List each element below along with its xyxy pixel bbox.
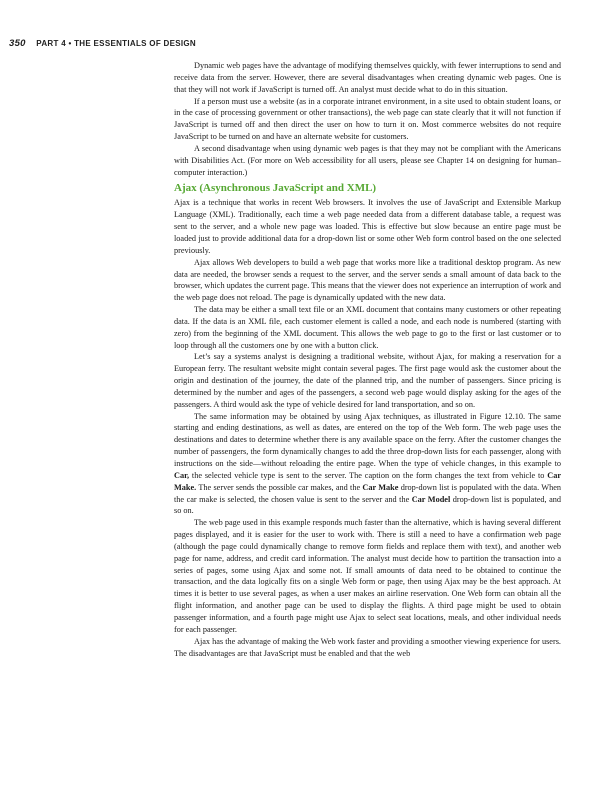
bold-term-car-make-list: Car Make bbox=[362, 482, 399, 492]
body-text-column bbox=[174, 60, 561, 659]
paragraph-ajax-advantages: Ajax has the advantage of making the Web work faster and providing a smoother viewing experience for users. The disadvantages are that JavaScript must be enabled and that the web bbox=[174, 636, 561, 658]
paragraph-ajax-desktop: Ajax allows Web developers to build a web page that works more like a traditional desktop program. As new data are needed, the browser sends a request to the server, and the server sends a small amount of data back to the browser, which updates the current page. This means that the viewer does not experience an interruption of work and the web page does not reload. The page is dynamically updated with the new data. bbox=[174, 257, 561, 303]
section-heading-ajax: Ajax (Asynchronous JavaScript and XML) bbox=[174, 182, 377, 195]
figure-text-4: drop-down list is populated with the data. When the car make is selected, the chosen value is sent to the server and the bbox=[174, 482, 561, 504]
paragraph-ajax-data: The data may be either a small text file or an XML document that contains many customers or other repeating data. If the data is an XML file, each customer element is called a node, and each node is numbered (starting with zero) from the beginning of the XML document. This allows the web page to go to the first or last customer or to loop through all the customers one by one with a button click. bbox=[174, 305, 561, 350]
paragraph-javascript-required: If a person must use a website (as in a corporate intranet environment, in a site used to obtain student loans, or in the case of processing government or other transactions), the web page can state clearly that it will not function if JavaScript is turned off and then direct the user on how to turn it on. Most commerce websites do not require JavaScript to be turned on and have an alternate website for customers. bbox=[174, 96, 561, 142]
figure-text-1: The same information may be obtained by using Ajax techniques, as illustrated in Figure 12.10. The same starting and ending destinations, as well as dates, are entered on the top of the Web form. The web page uses the destinations and dates to determine whether there is any available space on the ferry. After the customer changes the number of passengers, the form dynamically changes to add the three drop-down lists for each passenger, along with instructions on the side—without reloading the entire page. When the type of vehicle changes, in this example to bbox=[174, 411, 561, 468]
paragraph-accessibility: A second disadvantage when using dynamic web pages is that they may not be compliant with the Americans with Disabilities Act. (For more on Web accessibility for all users, please see Chapter 14 on designing for human–computer interaction.) bbox=[174, 143, 561, 177]
paragraph-dynamic-pages: Dynamic web pages have the advantage of modifying themselves quickly, with fewer interruptions to send and receive data from the server. However, there are several disadvantages when creating dynamic web pages. One is that they will not work if JavaScript is turned off. An analyst must decide what to do in this situation. bbox=[174, 61, 561, 94]
paragraph-ferry-example: Let’s say a systems analyst is designing a traditional website, without Ajax, for making a reservation for a European ferry. The resultant website might contain several pages. The first page would ask the customer about the origin and destination of the journey, the date of the planned trip, and the number of passengers. Since pricing is determined by the number and ages of the passengers, a second web page would display asking for the ages of the passengers. A third would ask the type of vehicle desired for land transportation, and so on. bbox=[174, 352, 561, 409]
part-label: PART 4 bbox=[36, 39, 66, 48]
figure-text-3: The server sends the possible car makes, and the bbox=[196, 482, 363, 492]
bold-term-car-model: Car Model bbox=[411, 494, 451, 504]
chapter-title: THE ESSENTIALS OF DESIGN bbox=[74, 39, 197, 48]
bold-term-car: Car, bbox=[174, 470, 190, 480]
running-head-separator: • bbox=[68, 39, 72, 48]
paragraph-partition-pages: The web page used in this example responds much faster than the alternative, which is having several different pages displayed, and it is easier for the user to work with. There is still a need to have a confirmation web page (although the page could dynamically change to remove form fields and replace them with text), and another web page for name, address, and credit card information. The analyst must decide how to partition the transaction into a series of pages, some using Ajax and some not. If small amounts of data need to be obtained to continue the transaction, and the data logically fits on a single Web form or page, then using Ajax may be the best approach. At times it is better to use several pages, as when a user makes an airline reservation. One Web form can obtain all the flight information, and another page can be used to display the flights. A third page might be used to obtain passenger information, and a fourth page might use Ajax to select seat locations, meals, and other individual needs for each passenger. bbox=[174, 518, 561, 634]
paragraph-figure-reference bbox=[174, 411, 561, 518]
page-number: 350 bbox=[9, 38, 26, 49]
paragraph-ajax-intro: Ajax is a technique that works in recent Web browsers. It involves the use of JavaScript and Extensible Markup Language (XML). Traditionally, each time a web page needed data from a different database table, a request was sent to the server, and a whole new page was loaded. This is effective but slow because an entire page must be loaded just to provide additional data for a drop-down list or some other Web form control based on the one selected previously. bbox=[174, 198, 561, 255]
running-head bbox=[9, 38, 196, 49]
figure-text-5: drop-down list is populated, and so on. bbox=[174, 494, 561, 516]
figure-text-2: the selected vehicle type is sent to the server. The caption on the form changes the text from vehicle to bbox=[189, 470, 548, 480]
bold-term-car-make: Car Make. bbox=[174, 470, 561, 492]
